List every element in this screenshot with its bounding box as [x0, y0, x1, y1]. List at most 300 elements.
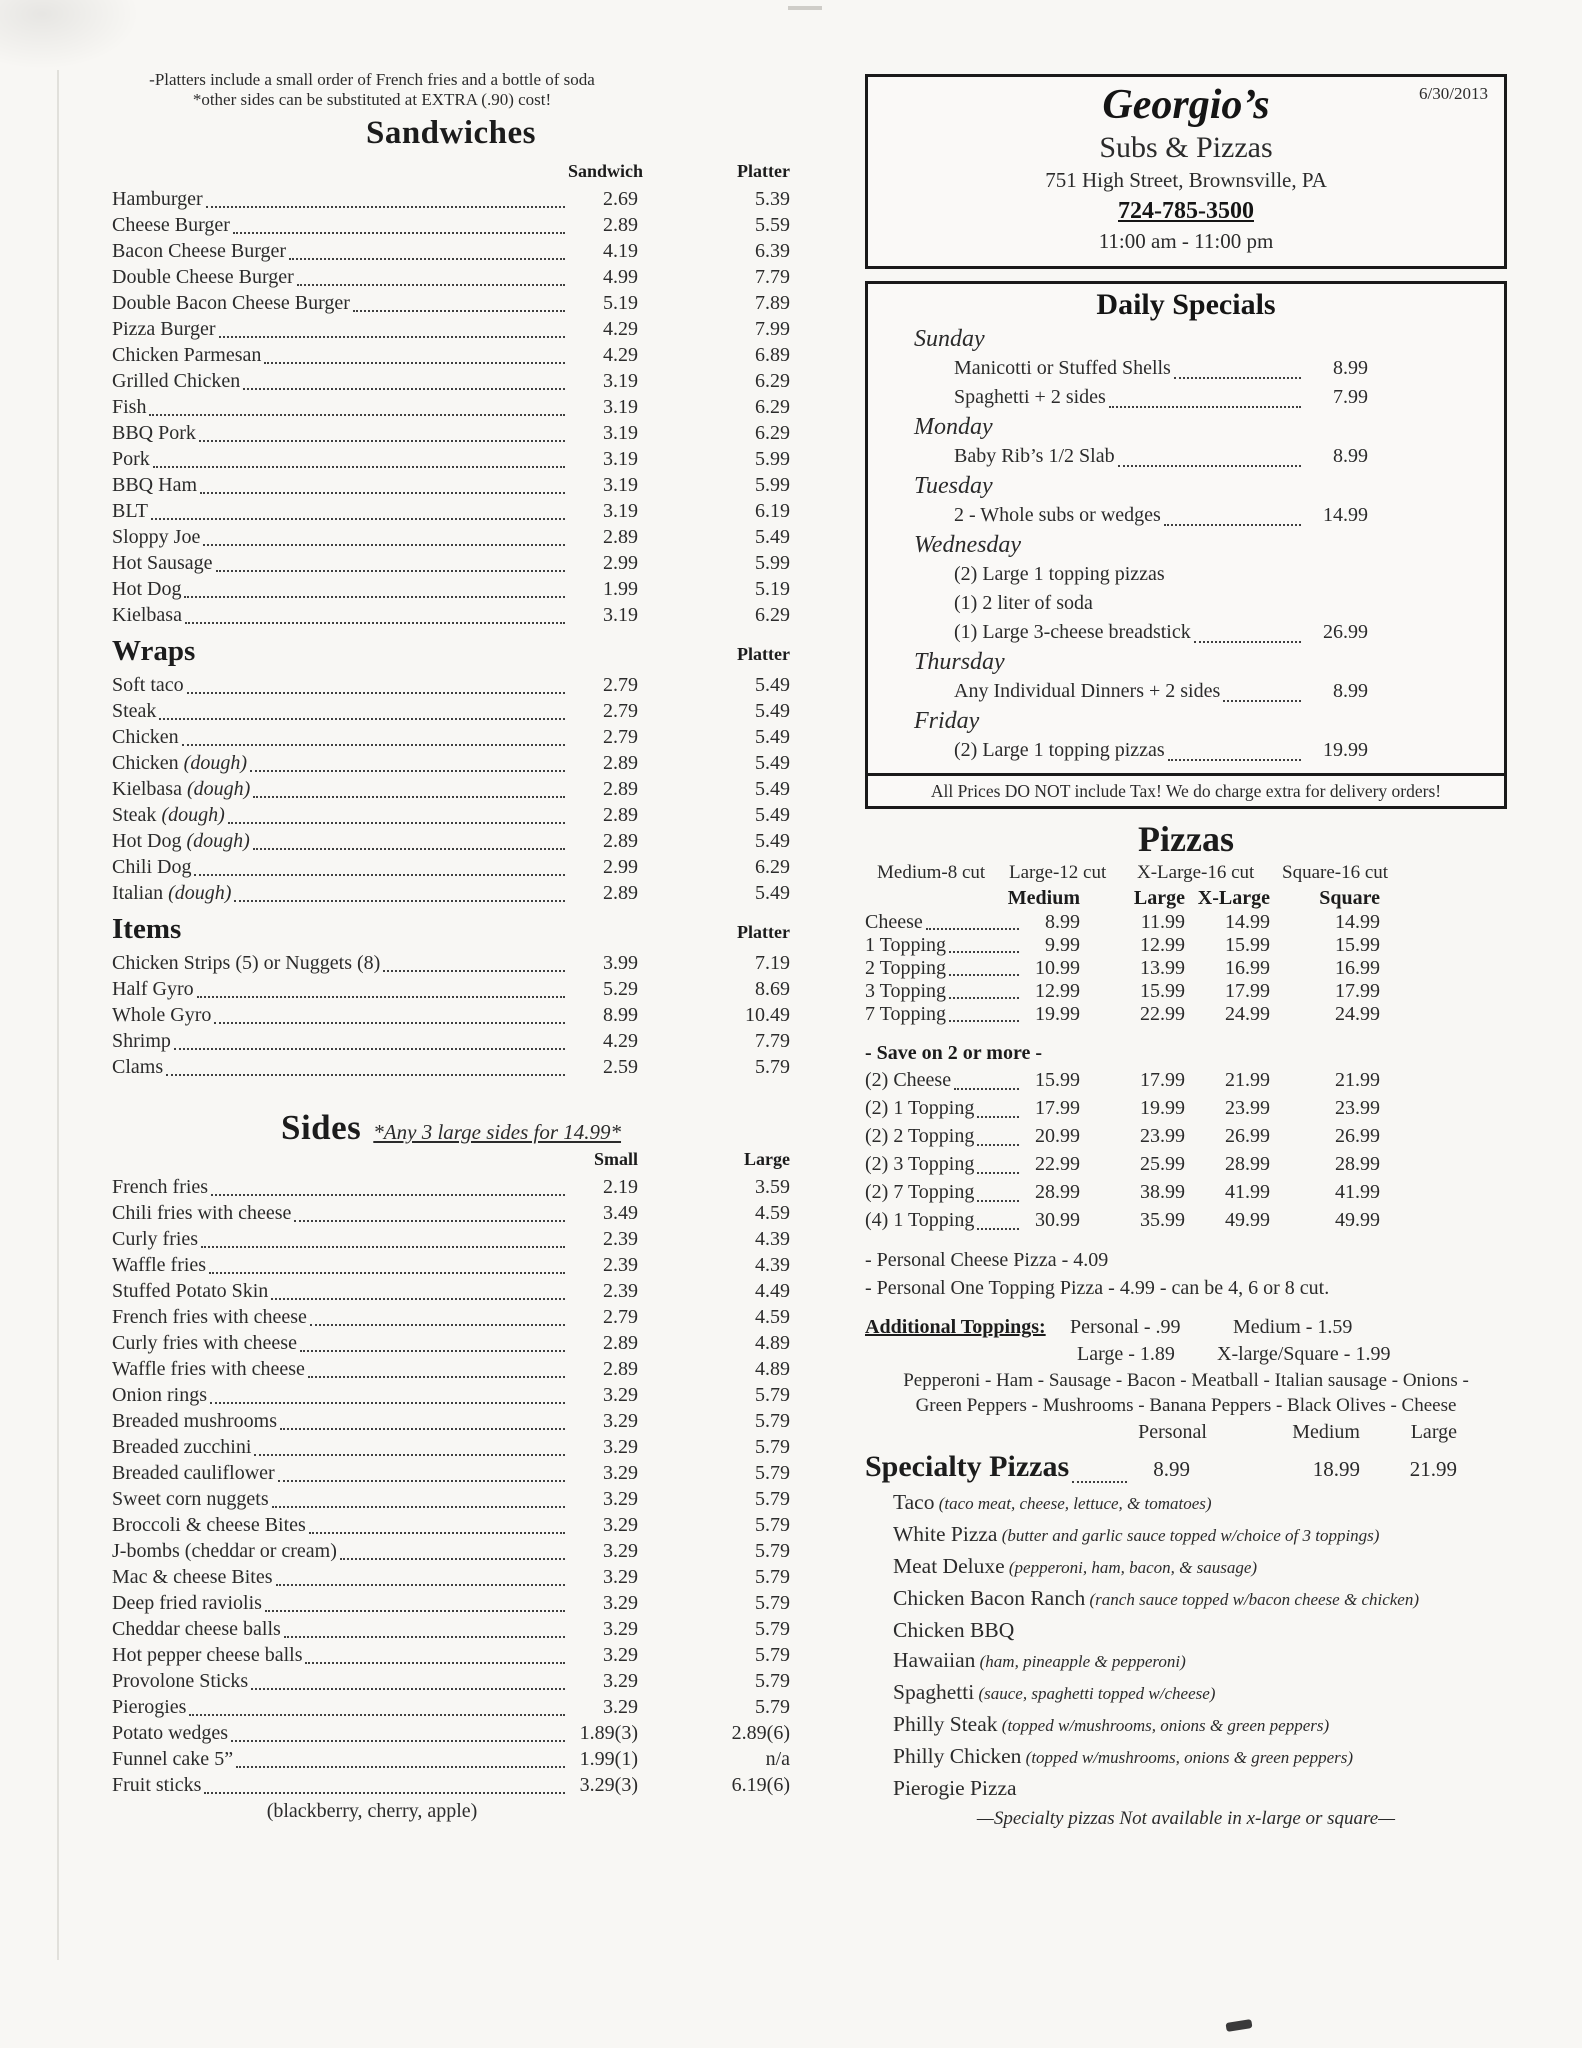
item-price-2: 5.49 [755, 526, 790, 548]
dot-leader [189, 1714, 565, 1716]
item-name: Funnel cake 5” [112, 1748, 234, 1770]
price-large: 25.99 [1140, 1153, 1185, 1175]
sides-list [112, 1174, 790, 1798]
toppings-list-line2: Green Peppers - Mushrooms - Banana Peppers - Black Olives - Cheese [915, 1395, 1457, 1416]
price-medium: 20.99 [1035, 1125, 1080, 1147]
special-entry-text: (2) Large 1 topping pizzas [954, 563, 1165, 585]
small-column-header: Small [593, 1149, 638, 1169]
menu-item-row [112, 238, 790, 264]
wraps-list [112, 672, 790, 906]
item-name: Breaded zucchini [112, 1436, 252, 1458]
item-price-2: 5.49 [755, 882, 790, 904]
special-entry-row [954, 736, 1368, 765]
restaurant-header-box [865, 74, 1507, 269]
price-medium: 10.99 [1035, 957, 1080, 979]
item-price-1: 3.99 [603, 952, 638, 974]
spacer [112, 160, 568, 182]
item-price-1: 2.89 [603, 752, 638, 774]
item-price-2: 5.49 [755, 778, 790, 800]
dot-leader [214, 1022, 565, 1024]
menu-item-row [112, 1252, 790, 1278]
scan-smudge [0, 0, 140, 70]
menu-item-row [112, 1564, 790, 1590]
spacer [112, 1148, 568, 1170]
item-name: Pierogies [112, 1696, 187, 1718]
personal-column-header: Personal [1138, 1421, 1207, 1443]
specialty-pizza-item [893, 1487, 1507, 1519]
menu-item-row [112, 550, 790, 576]
price-square: 41.99 [1335, 1181, 1380, 1203]
restaurant-phone: 724-785-3500 [1118, 198, 1254, 224]
dot-leader [977, 1200, 1019, 1202]
sandwiches-header-row [112, 160, 790, 182]
special-entry-row [954, 442, 1368, 471]
personal-topping-note: - Personal One Topping Pizza - 4.99 - can be 4, 6 or 8 cut. [865, 1277, 1330, 1299]
dot-leader [233, 232, 565, 234]
price-xlarge: 16.99 [1225, 957, 1270, 979]
special-entry-text: 2 - Whole subs or wedges [954, 504, 1161, 526]
special-entry-text: Baby Rib’s 1/2 Slab [954, 445, 1115, 467]
item-name: Onion rings [112, 1384, 207, 1406]
item-price-1: 8.99 [603, 1004, 638, 1026]
menu-item-row [112, 1054, 790, 1080]
dot-leader [216, 570, 565, 572]
item-price-2: 5.79 [755, 1514, 790, 1536]
pizza-name: 2 Topping [865, 957, 947, 979]
dot-leader [1168, 759, 1301, 761]
dot-leader [949, 951, 1019, 953]
restaurant-subtitle: Subs & Pizzas [1099, 131, 1273, 164]
menu-item-row [112, 1642, 790, 1668]
price-xlarge: 49.99 [1225, 1209, 1270, 1231]
special-entry-row [954, 677, 1368, 706]
item-name: Mac & cheese Bites [112, 1566, 273, 1588]
dot-leader [201, 1246, 565, 1248]
item-price-2: 5.49 [755, 752, 790, 774]
dot-leader [309, 1532, 565, 1534]
dot-leader [184, 596, 565, 598]
dot-leader [210, 1402, 565, 1404]
item-price-2: 5.79 [755, 1644, 790, 1666]
item-price-1: 4.29 [603, 318, 638, 340]
menu-item-row [112, 1278, 790, 1304]
dot-leader [1118, 465, 1301, 467]
menu-item-row [112, 472, 790, 498]
item-name: Italian (dough) [112, 882, 232, 904]
pizza-name-cell [865, 1066, 1080, 1094]
dot-leader [308, 1376, 565, 1378]
item-price-1: 3.29 [603, 1618, 638, 1640]
size-label-xlarge: X-Large-16 cut [1137, 862, 1255, 883]
item-name: Provolone Sticks [112, 1670, 249, 1692]
item-price-2: 5.79 [755, 1696, 790, 1718]
item-price-2: 7.89 [755, 292, 790, 314]
pizzas-title: Pizzas [1138, 819, 1234, 859]
platter-column-header: Platter [737, 161, 790, 181]
item-name: BLT [112, 500, 148, 522]
sides-deal-note: *Any 3 large sides for 14.99* [373, 1120, 622, 1144]
price-large: 35.99 [1140, 1209, 1185, 1231]
dot-leader [211, 1194, 565, 1196]
menu-item-row [112, 1002, 790, 1028]
item-price-1: 2.89 [603, 778, 638, 800]
dot-leader [228, 822, 565, 824]
price-medium: 17.99 [1035, 1097, 1080, 1119]
item-price-2: 6.19 [755, 500, 790, 522]
dot-leader [383, 970, 565, 972]
price-medium: 9.99 [1045, 934, 1080, 956]
item-name: Fish [112, 396, 147, 418]
specialty-pizza-item [893, 1741, 1507, 1773]
items-title: Items [112, 913, 182, 945]
item-price-1: 2.79 [603, 674, 638, 696]
item-price-2: 5.19 [755, 578, 790, 600]
item-price-2: 7.79 [755, 1030, 790, 1052]
large-column-header: Large [1133, 887, 1185, 909]
menu-item-row [112, 1512, 790, 1538]
item-name: Chili fries with cheese [112, 1202, 292, 1224]
item-name: Fruit sticks [112, 1774, 202, 1796]
price-medium: 12.99 [1035, 980, 1080, 1002]
item-name: Cheddar cheese balls [112, 1618, 281, 1640]
specialty-name: Pierogie Pizza [893, 1776, 1017, 1800]
menu-item-row [112, 1460, 790, 1486]
item-price-1: 3.29 [603, 1644, 638, 1666]
special-entry-price: 8.99 [1333, 357, 1368, 379]
dot-leader [200, 492, 565, 494]
specialty-pizza-item [893, 1709, 1507, 1741]
price-square: 17.99 [1335, 980, 1380, 1002]
item-price-1: 3.49 [603, 1202, 638, 1224]
specialty-name: Meat Deluxe [893, 1554, 1005, 1578]
menu-item-row [112, 724, 790, 750]
sides-title: Sides [280, 1108, 362, 1147]
menu-item-row [112, 1486, 790, 1512]
special-day-name: Tuesday [914, 473, 993, 499]
menu-item-row [112, 264, 790, 290]
dot-leader [234, 900, 565, 902]
pizza-name: (4) 1 Topping [865, 1209, 975, 1231]
item-price-1: 3.29 [603, 1592, 638, 1614]
item-price-1: 2.59 [603, 1056, 638, 1078]
item-price-2: 4.59 [755, 1202, 790, 1224]
specialty-name: Chicken Bacon Ranch [893, 1586, 1086, 1610]
dot-leader [353, 310, 565, 312]
item-price-2: 5.79 [755, 1384, 790, 1406]
menu-item-row [112, 394, 790, 420]
item-price-1: 2.39 [603, 1280, 638, 1302]
specialty-description: (taco meat, cheese, lettuce, & tomatoes) [934, 1494, 1212, 1513]
specialty-name: Hawaiian [893, 1648, 976, 1672]
pizza-price-row [865, 1066, 1507, 1094]
dot-leader [949, 1020, 1019, 1022]
special-entry-row [954, 501, 1368, 530]
special-entry-text: Manicotti or Stuffed Shells [954, 357, 1171, 379]
dot-leader [209, 1272, 565, 1274]
menu-item-row [112, 672, 790, 698]
specialty-description: (sauce, spaghetti topped w/cheese) [974, 1684, 1216, 1703]
topping-price-personal: Personal - .99 [1070, 1316, 1181, 1338]
item-name: Breaded cauliflower [112, 1462, 275, 1484]
scan-artifact-dash [788, 6, 822, 10]
menu-item-row [112, 950, 790, 976]
item-price-2: 4.89 [755, 1332, 790, 1354]
item-price-2: 5.39 [755, 188, 790, 210]
menu-item-row [112, 1434, 790, 1460]
dot-leader [206, 206, 565, 208]
menu-item-row [112, 976, 790, 1002]
restaurant-address: 751 High Street, Brownsville, PA [1045, 168, 1327, 192]
specialty-description: (ranch sauce topped w/bacon cheese & chicken) [1085, 1590, 1420, 1609]
specialty-pizza-item [893, 1677, 1507, 1709]
item-price-2: 6.29 [755, 604, 790, 626]
item-price-2: 5.49 [755, 726, 790, 748]
item-price-1: 2.89 [603, 882, 638, 904]
price-medium: 8.99 [1045, 911, 1080, 933]
item-name: Broccoli & cheese Bites [112, 1514, 306, 1536]
item-name: French fries [112, 1176, 209, 1198]
pizza-name: (2) Cheese [865, 1069, 952, 1091]
pizza-price-row [865, 1122, 1507, 1150]
dot-leader [253, 796, 565, 798]
menu-item-row [112, 776, 790, 802]
special-entry-row [954, 589, 1368, 618]
specialty-pizza-item [893, 1773, 1507, 1803]
menu-item-row [112, 1772, 790, 1798]
dot-leader [199, 440, 565, 442]
item-price-1: 3.19 [603, 474, 638, 496]
item-price-1: 3.29(3) [579, 1774, 638, 1796]
price-large: 15.99 [1140, 980, 1185, 1002]
item-name: Waffle fries with cheese [112, 1358, 305, 1380]
item-price-2: 6.29 [755, 370, 790, 392]
tax-delivery-note: All Prices DO NOT include Tax! We do charge extra for delivery orders! [868, 773, 1504, 806]
item-name: Double Cheese Burger [112, 266, 294, 288]
item-name: J-bombs (cheddar or cream) [112, 1540, 337, 1562]
item-price-1: 1.99 [603, 578, 638, 600]
item-name: Chicken [112, 726, 179, 748]
restaurant-name: Georgio’s [1102, 82, 1270, 128]
item-price-1: 2.89 [603, 1358, 638, 1380]
dot-leader [159, 718, 565, 720]
pizza-name-cell [865, 1003, 1080, 1026]
menu-item-row [112, 446, 790, 472]
item-price-1: 3.29 [603, 1540, 638, 1562]
item-price-2: 4.89 [755, 1358, 790, 1380]
pizza-name: (2) 2 Topping [865, 1125, 975, 1147]
price-xlarge: 26.99 [1225, 1125, 1270, 1147]
menu-item-row [112, 1028, 790, 1054]
size-label-medium: Medium-8 cut [877, 862, 986, 883]
specialty-description: (ham, pineapple & pepperoni) [975, 1652, 1186, 1671]
pizza-name-cell [865, 934, 1080, 957]
menu-item-row [112, 880, 790, 906]
special-day-name: Wednesday [914, 532, 1022, 558]
dot-leader [300, 1350, 565, 1352]
item-price-2: 4.39 [755, 1228, 790, 1250]
menu-item-row [112, 524, 790, 550]
pizza-price-row [865, 1178, 1507, 1206]
dot-leader [1109, 406, 1301, 408]
dot-leader [305, 1662, 565, 1664]
price-large: 12.99 [1140, 934, 1185, 956]
restaurant-hours: 11:00 am - 11:00 pm [1098, 229, 1274, 253]
specialty-name: Chicken BBQ [893, 1618, 1015, 1642]
item-price-2: 6.29 [755, 396, 790, 418]
item-name: Stuffed Potato Skin [112, 1280, 269, 1302]
dot-leader [926, 928, 1019, 930]
dot-leader [289, 258, 565, 260]
menu-item-row [112, 1538, 790, 1564]
menu-item-row [112, 576, 790, 602]
item-name: Deep fried raviolis [112, 1592, 262, 1614]
item-name-note: (dough) [181, 778, 251, 800]
platter-notes [112, 70, 632, 110]
pizza-name-cell [865, 980, 1080, 1003]
daily-specials-box [865, 281, 1507, 809]
price-medium: 15.99 [1035, 1069, 1080, 1091]
item-name: Potato wedges [112, 1722, 229, 1744]
item-price-1: 3.19 [603, 422, 638, 444]
pizza-price-row [865, 1094, 1507, 1122]
specialty-price-large: 21.99 [1409, 1457, 1457, 1481]
specialty-name: Philly Steak [893, 1712, 998, 1736]
dot-leader [174, 1048, 565, 1050]
item-name: Chicken Strips (5) or Nuggets (8) [112, 952, 381, 974]
specialty-pizzas-title: Specialty Pizzas [865, 1450, 1070, 1483]
menu-item-row [112, 802, 790, 828]
item-price-2: 5.79 [755, 1056, 790, 1078]
item-price-2: 5.49 [755, 830, 790, 852]
price-xlarge: 23.99 [1225, 1097, 1270, 1119]
price-large: 17.99 [1140, 1069, 1185, 1091]
item-name-note: (dough) [181, 830, 250, 852]
item-price-2: 5.49 [755, 700, 790, 722]
price-square: 49.99 [1335, 1209, 1380, 1231]
pizza-column-headers [865, 885, 1507, 911]
sandwiches-list [112, 186, 790, 628]
menu-item-row [112, 212, 790, 238]
dot-leader [1164, 524, 1301, 526]
dot-leader [977, 1172, 1019, 1174]
item-name: Bacon Cheese Burger [112, 240, 287, 262]
menu-item-row [112, 498, 790, 524]
dot-leader [254, 1454, 565, 1456]
specialty-pizzas-list [865, 1487, 1507, 1803]
dot-leader [250, 770, 565, 772]
item-price-2: 5.79 [755, 1670, 790, 1692]
specialty-pizza-item [893, 1519, 1507, 1551]
item-price-2: 7.19 [755, 952, 790, 974]
item-price-2: 5.79 [755, 1462, 790, 1484]
item-price-1: 4.29 [603, 344, 638, 366]
specialty-name: Spaghetti [893, 1680, 975, 1704]
item-price-1: 2.89 [603, 830, 638, 852]
large-column-header: Large [744, 1149, 790, 1169]
item-price-2: 6.29 [755, 856, 790, 878]
dot-leader [149, 414, 565, 416]
pizza-name-cell [865, 1094, 1080, 1122]
menu-item-row [112, 342, 790, 368]
item-price-1: 3.19 [603, 396, 638, 418]
specialty-availability-note: —Specialty pizzas Not available in x-large or square— [976, 1808, 1396, 1829]
platter-note-line2: *other sides can be substituted at EXTRA (.90) cost! [192, 90, 552, 109]
item-price-2: 7.99 [755, 318, 790, 340]
special-entry-text: (2) Large 1 topping pizzas [954, 739, 1165, 761]
dot-leader [949, 974, 1019, 976]
item-name-note: (dough) [156, 804, 225, 826]
dot-leader [1072, 1481, 1127, 1483]
additional-toppings-row2 [865, 1341, 1507, 1368]
item-name: Curly fries [112, 1228, 199, 1250]
price-xlarge: 41.99 [1225, 1181, 1270, 1203]
menu-item-row [112, 1746, 790, 1772]
item-price-1: 3.29 [603, 1410, 638, 1432]
item-price-1: 2.89 [603, 526, 638, 548]
specialty-name: Philly Chicken [893, 1744, 1022, 1768]
dot-leader [236, 1766, 565, 1768]
special-entry-text: Spaghetti + 2 sides [954, 386, 1106, 408]
price-large: 13.99 [1140, 957, 1185, 979]
item-price-2: 5.99 [755, 552, 790, 574]
pizza-price-row [865, 1206, 1507, 1234]
item-price-2: 5.49 [755, 804, 790, 826]
item-price-1: 4.99 [603, 266, 638, 288]
item-price-2: 6.89 [755, 344, 790, 366]
price-medium: 28.99 [1035, 1181, 1080, 1203]
special-entry-price: 8.99 [1333, 680, 1368, 702]
item-price-1: 3.19 [603, 448, 638, 470]
price-square: 28.99 [1335, 1153, 1380, 1175]
dot-leader [166, 1074, 565, 1076]
item-price-2: 5.79 [755, 1436, 790, 1458]
price-medium: 22.99 [1035, 1153, 1080, 1175]
item-price-2: 4.59 [755, 1306, 790, 1328]
dot-leader [1223, 700, 1301, 702]
dot-leader [182, 744, 565, 746]
platter-column-header: Platter [737, 922, 790, 942]
pizza-size-labels [865, 861, 1507, 885]
menu-item-row [112, 1590, 790, 1616]
pizza-name: (2) 3 Topping [865, 1153, 975, 1175]
menu-item-row [112, 368, 790, 394]
item-price-2: 2.89(6) [731, 1722, 790, 1744]
menu-item-row [112, 602, 790, 628]
item-name: Kielbasa [112, 604, 182, 626]
sandwiches-title: Sandwiches [365, 115, 537, 151]
price-large: 38.99 [1140, 1181, 1185, 1203]
item-price-1: 5.19 [603, 292, 638, 314]
item-price-1: 3.29 [603, 1696, 638, 1718]
additional-toppings-row1 [865, 1314, 1507, 1341]
dot-leader [272, 1506, 565, 1508]
platter-note-line1: -Platters include a small order of French fries and a bottle of soda [149, 70, 595, 89]
dot-leader [185, 622, 565, 624]
dot-leader [243, 388, 565, 390]
item-price-1: 2.99 [603, 856, 638, 878]
price-square: 21.99 [1335, 1069, 1380, 1091]
pizza-name: (2) 7 Topping [865, 1181, 975, 1203]
specialty-price-medium: 18.99 [1312, 1457, 1360, 1481]
item-price-1: 2.39 [603, 1254, 638, 1276]
item-price-2: 5.79 [755, 1592, 790, 1614]
medium-column-header: Medium [1292, 1421, 1360, 1443]
dot-leader [297, 284, 565, 286]
pizza-name-cell [865, 1150, 1080, 1178]
item-price-1: 3.19 [603, 604, 638, 626]
item-price-1: 2.79 [603, 700, 638, 722]
item-price-2: 6.19(6) [731, 1774, 790, 1796]
